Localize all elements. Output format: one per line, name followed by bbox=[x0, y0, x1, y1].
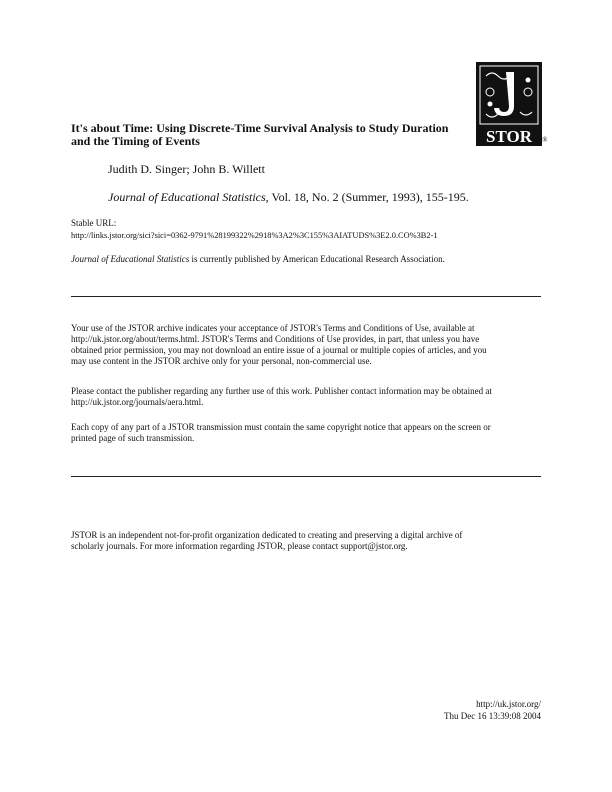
article-title bbox=[71, 122, 471, 148]
citation-details: , Vol. 18, No. 2 (Summer, 1993), 155-195. bbox=[265, 190, 469, 204]
paragraph-line: Each copy of any part of a JSTOR transmission must contain the same copyright notice that appears on the screen or bbox=[71, 422, 491, 432]
paragraph-line: printed page of such transmission. bbox=[71, 433, 195, 443]
stable-url-link[interactable]: http://links.jstor.org/sici?sici=0362-9791%28199322%2918%3A2%3C155%3AIATUDS%3E2.0.CO%3B2-1 bbox=[71, 231, 438, 240]
paragraph-line: scholarly journals. For more information regarding JSTOR, please contact support@jstor.org. bbox=[71, 541, 408, 551]
paragraph-line: http://uk.jstor.org/journals/aera.html. bbox=[71, 397, 204, 407]
citation-journal: Journal of Educational Statistics bbox=[108, 190, 266, 204]
logo-trademark: ® bbox=[542, 136, 548, 144]
jstor-logo bbox=[476, 62, 542, 146]
about-jstor-paragraph bbox=[71, 530, 543, 552]
publisher-text: is currently published by American Educational Research Association. bbox=[189, 254, 445, 264]
footer-timestamp: Thu Dec 16 13:39:08 2004 bbox=[444, 711, 541, 721]
paragraph-line: Your use of the JSTOR archive indicates your acceptance of JSTOR's Terms and Conditions of Use, available at bbox=[71, 323, 475, 333]
title-line: and the Timing of Events bbox=[71, 134, 200, 148]
publisher-contact-paragraph bbox=[71, 386, 543, 408]
paragraph-line: obtained prior permission, you may not download an entire issue of a journal or multiple copies of articles, and you bbox=[71, 345, 487, 355]
footer bbox=[444, 698, 541, 722]
authors: Judith D. Singer; John B. Willett bbox=[108, 162, 265, 176]
publisher-statement bbox=[71, 254, 445, 264]
logo-wordmark: STOR bbox=[486, 127, 532, 146]
jstor-logo-icon bbox=[476, 62, 542, 146]
citation bbox=[108, 190, 469, 205]
paragraph-line: http://uk.jstor.org/about/terms.html. JSTOR's Terms and Conditions of Use provides, in part, that unless you have bbox=[71, 334, 480, 344]
divider bbox=[71, 476, 541, 477]
paragraph-line: JSTOR is an independent not-for-profit organization dedicated to creating and preserving a digital archive of bbox=[71, 530, 463, 540]
title-line: It's about Time: Using Discrete-Time Survival Analysis to Study Duration bbox=[71, 121, 449, 135]
paragraph-line: Please contact the publisher regarding any further use of this work. Publisher contact information may be obtained at bbox=[71, 386, 492, 396]
paragraph-line: may use content in the JSTOR archive only for your personal, non-commercial use. bbox=[71, 356, 372, 366]
stable-url-label: Stable URL: bbox=[71, 218, 117, 228]
copyright-notice-paragraph bbox=[71, 422, 543, 444]
terms-of-use-paragraph bbox=[71, 323, 543, 367]
divider bbox=[71, 296, 541, 297]
publisher-journal: Journal of Educational Statistics bbox=[71, 254, 190, 264]
footer-site-url[interactable]: http://uk.jstor.org/ bbox=[476, 699, 541, 709]
